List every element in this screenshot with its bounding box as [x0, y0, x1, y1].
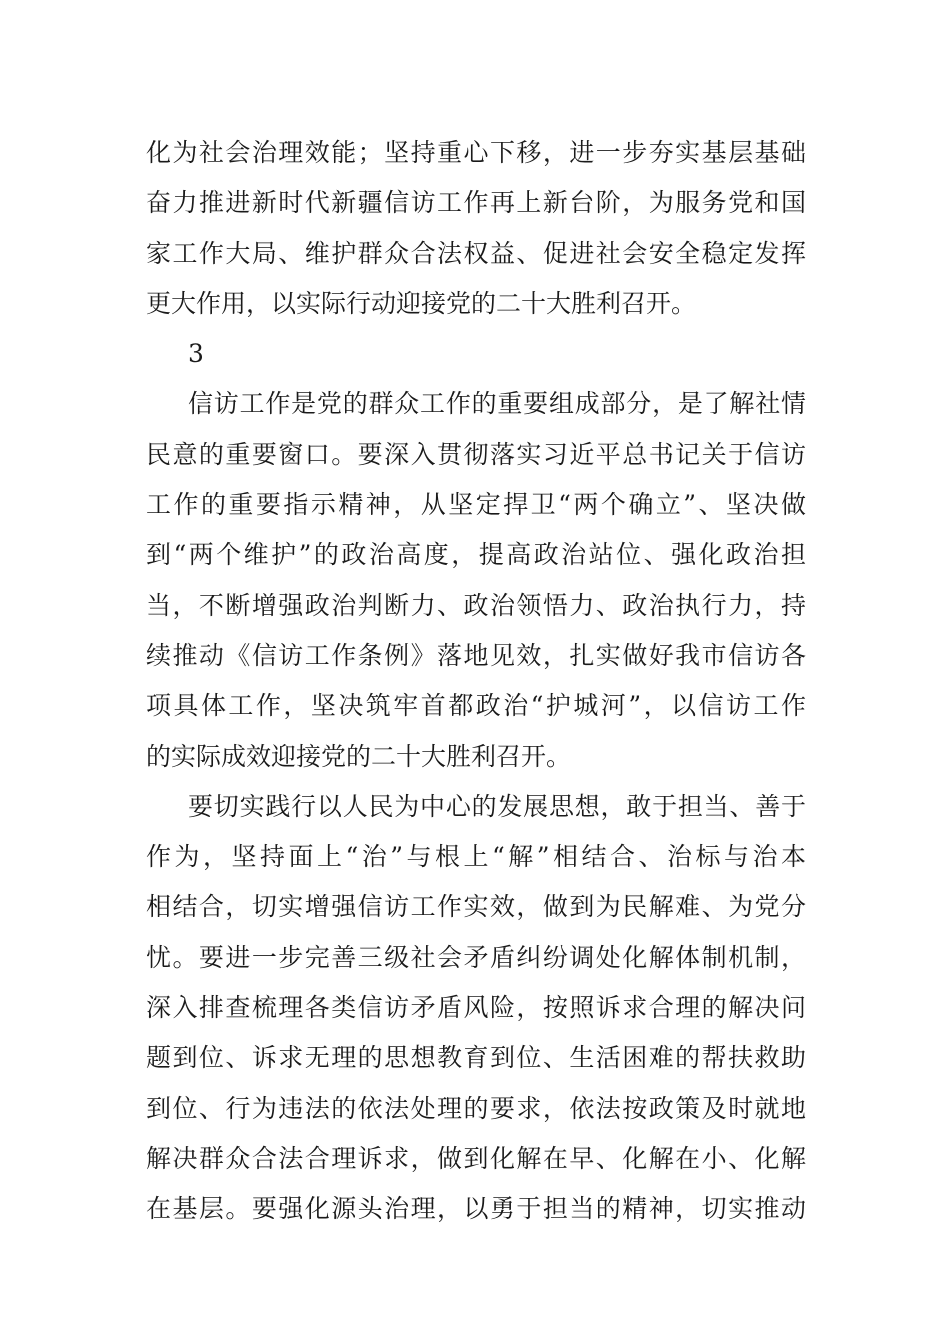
- text-line: 更大作用，以实际行动迎接党的二十大胜利召开。: [146, 288, 697, 318]
- text-line: 忧。要进一步完善三级社会矛盾纠纷调处化解体制机制，: [146, 942, 806, 972]
- text-line: 作为，坚持面上“治”与根上“解”相结合、治标与治本: [146, 842, 806, 872]
- text-line: 题到位、诉求无理的思想教育到位、生活困难的帮扶救助: [146, 1043, 806, 1073]
- section-number: 3: [188, 339, 204, 369]
- text-line: 解决群众合法合理诉求，做到化解在早、化解在小、化解: [146, 1143, 806, 1173]
- text-line: 深入排查梳理各类信访矛盾风险，按照诉求合理的解决问: [146, 993, 806, 1023]
- text-line: 家工作大局、维护群众合法权益、促进社会安全稳定发挥: [146, 238, 806, 268]
- text-line: 要切实践行以人民为中心的发展思想，敢于担当、善于: [188, 791, 806, 821]
- text-line: 相结合，切实增强信访工作实效，做到为民解难、为党分: [146, 892, 806, 922]
- text-line: 项具体工作，坚决筑牢首都政治“护城河”，以信访工作: [146, 691, 806, 721]
- text-line: 信访工作是党的群众工作的重要组成部分，是了解社情: [188, 389, 806, 419]
- text-line: 工作的重要指示精神，从坚定捍卫“两个确立”、坚决做: [146, 490, 806, 520]
- text-line: 奋力推进新时代新疆信访工作再上新台阶，为服务党和国: [146, 188, 806, 218]
- text-line: 当，不断增强政治判断力、政治领悟力、政治执行力，持: [146, 590, 806, 620]
- text-line: 化为社会治理效能；坚持重心下移，进一步夯实基层基础: [146, 138, 806, 167]
- text-line: 在基层。要强化源头治理，以勇于担当的精神，切实推动: [146, 1194, 806, 1224]
- document-body: [146, 128, 806, 1235]
- text-line: 续推动《信访工作条例》落地见效，扎实做好我市信访各: [146, 640, 806, 670]
- text-line: 的实际成效迎接党的二十大胜利召开。: [146, 741, 572, 771]
- text-line: 民意的重要窗口。要深入贯彻落实习近平总书记关于信访: [146, 439, 806, 469]
- text-line: 到“两个维护”的政治高度，提高政治站位、强化政治担: [146, 540, 806, 570]
- text-line: 到位、行为违法的依法处理的要求，依法按政策及时就地: [146, 1093, 806, 1123]
